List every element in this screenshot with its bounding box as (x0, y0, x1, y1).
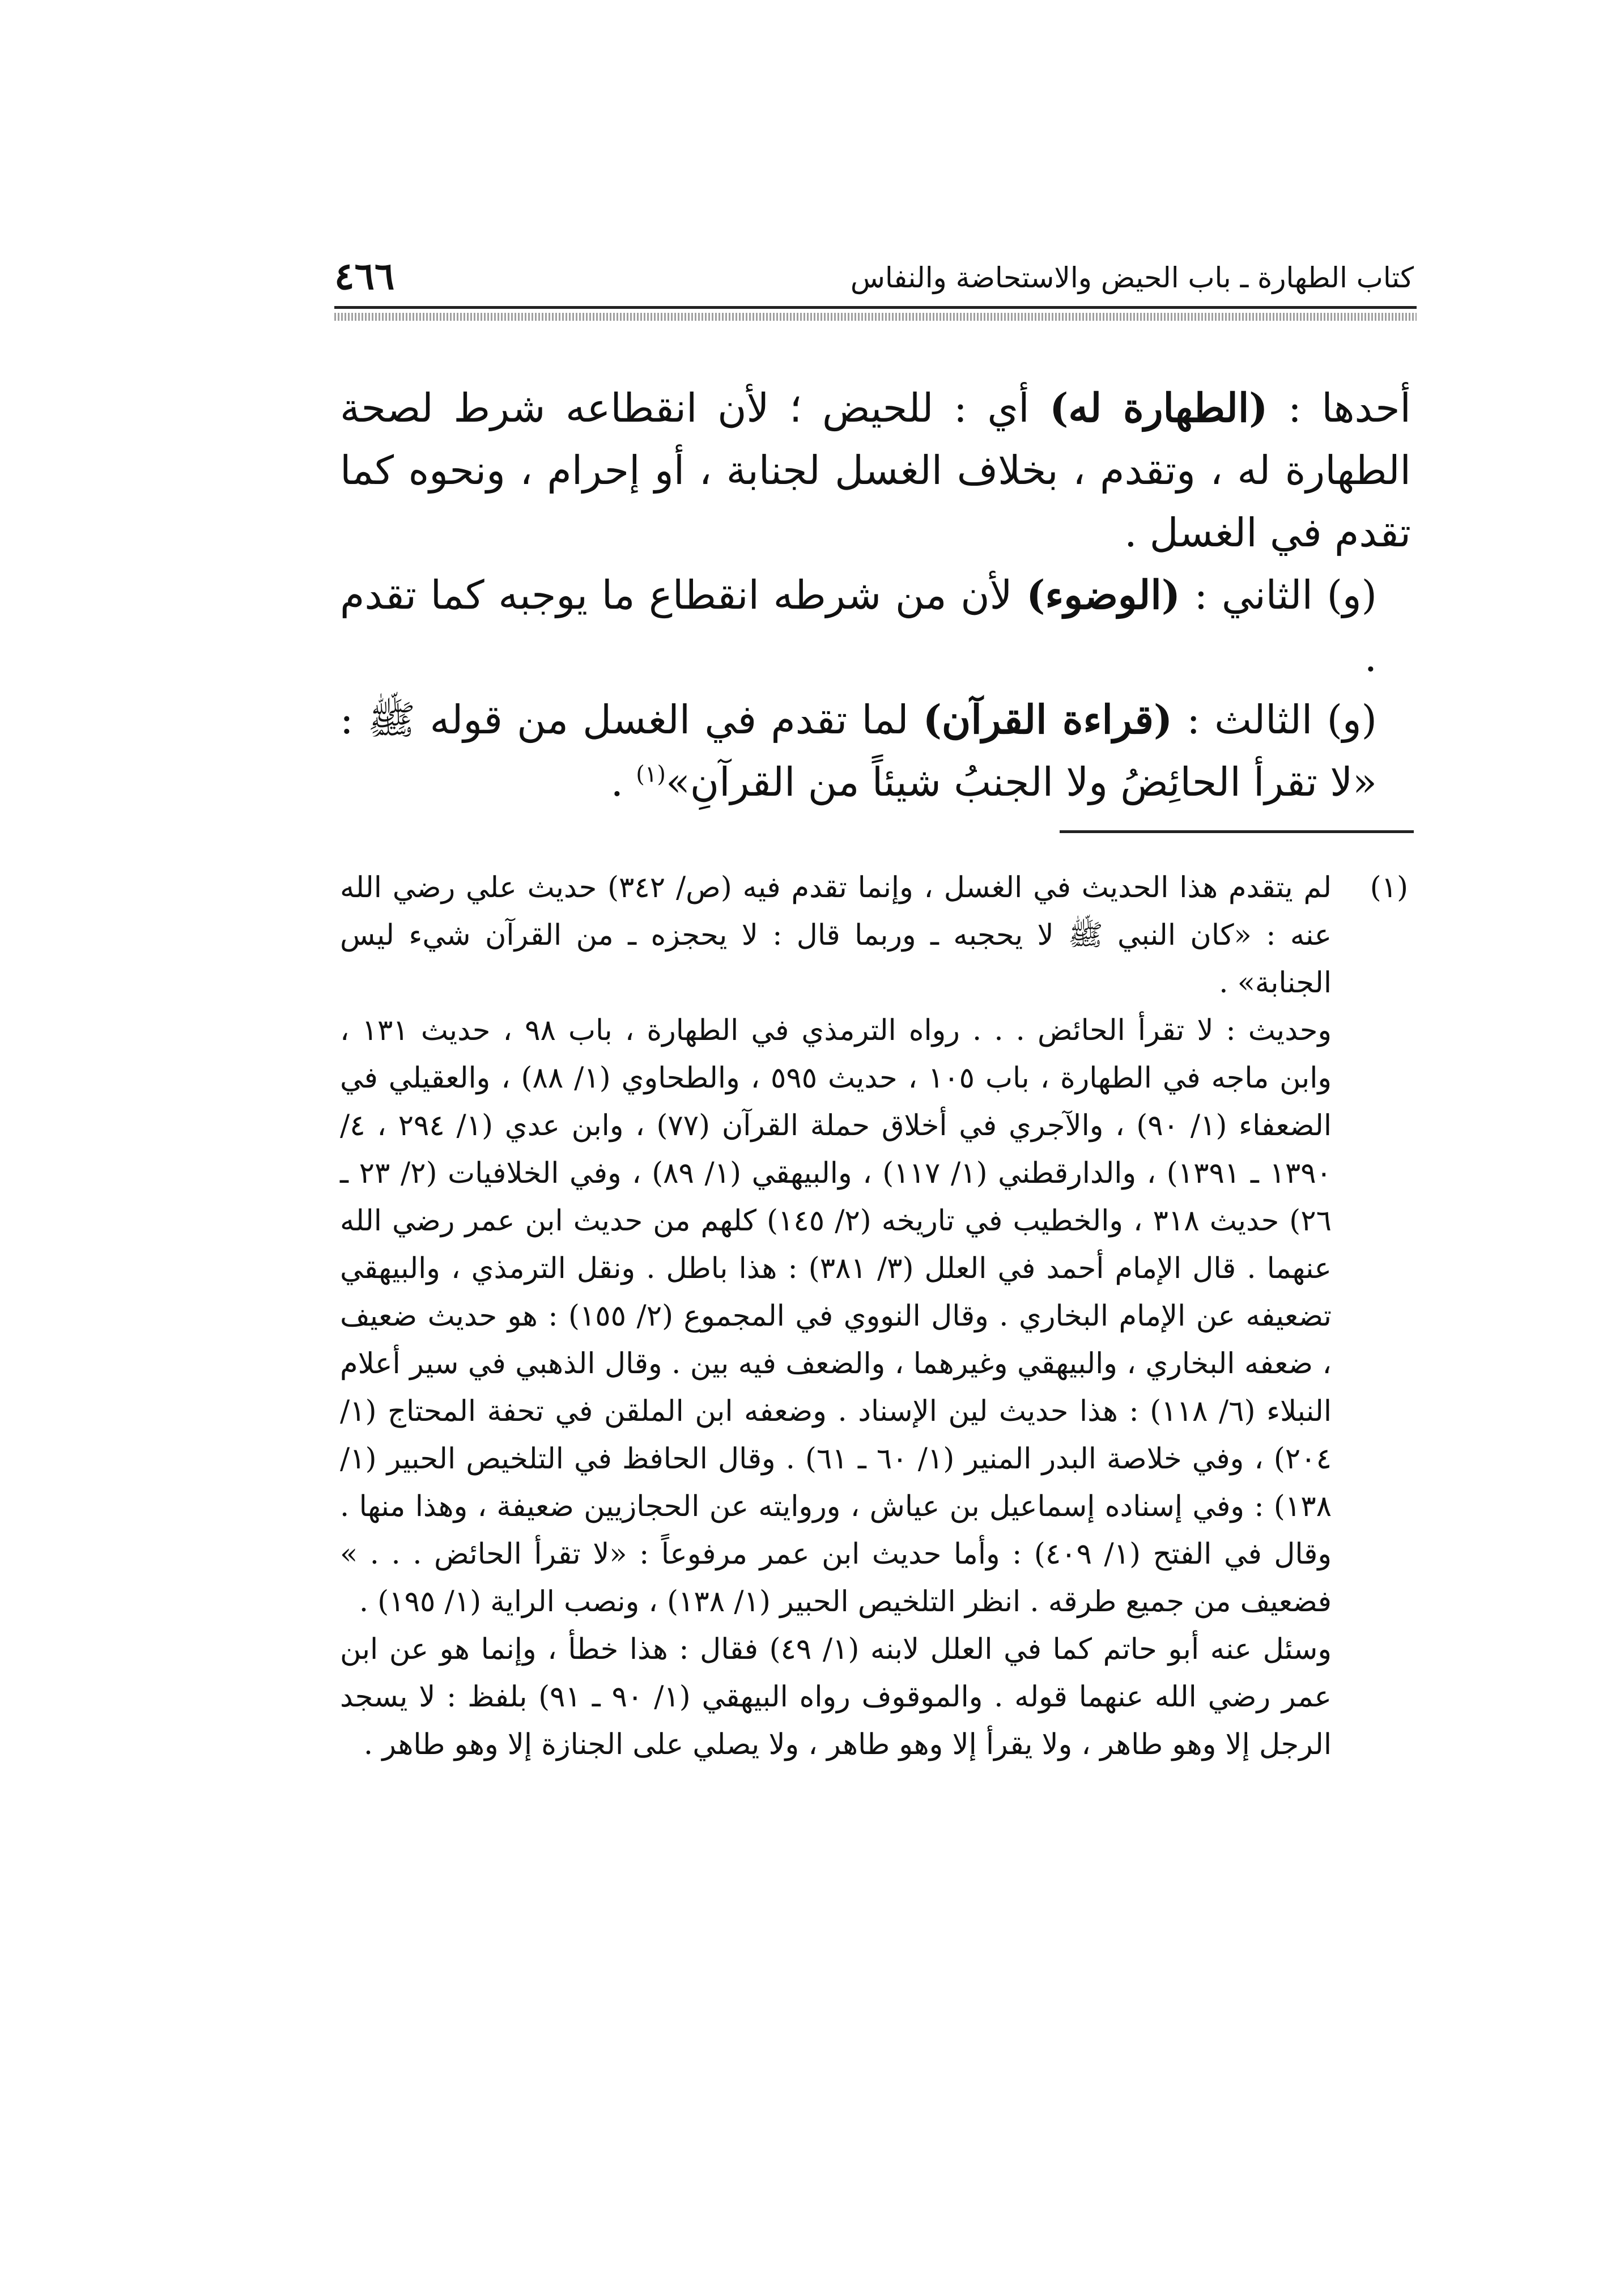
paragraph-prefix: (و) الثاني : (1180, 572, 1377, 618)
page-number: ٤٦٦ (334, 254, 395, 298)
running-title: كتاب الطهارة ـ باب الحيض والاستحاضة والنفاس (850, 261, 1414, 294)
main-paragraph (340, 689, 1411, 813)
paragraph-text: لما تقدم في الغسل من قوله ﷺ : «لا تقرأ الحائِضُ ولا الجنبُ شيئاً من القرآنِ» (340, 697, 1377, 805)
paragraph-prefix: أحدها : (1268, 385, 1411, 431)
bold-term: (قراءة القرآن) (922, 696, 1173, 743)
main-text (340, 377, 1411, 813)
paragraph-prefix: (و) الثالث : (1172, 697, 1377, 743)
bold-term: (الوضوء) (1026, 571, 1180, 618)
page-header (334, 254, 1414, 298)
paragraph-end: . (610, 759, 636, 805)
footnote-paragraph: وحديث : لا تقرأ الحائض . . . رواه الترمذي في الطهارة ، باب ٩٨ ، حديث ١٣١ ، وابن ماجه في الطهارة ، باب ١٠٥ ، حديث ٥٩٥ ، والطحاوي (١/ ٨٨) ، والعقيلي في الضعفاء (١/ ٩٠) ، والآجري في أخلاق حملة القرآن (٧٧) ، وابن عدي (١/ ٢٩٤ ، ٤/ ١٣٩٠ ـ ١٣٩١) ، والدارقطني (١/ ١١٧) ، والبيهقي (١/ ٨٩) ، وفي الخلافيات (٢/ ٢٣ ـ ٢٦) حديث ٣١٨ ، والخطيب في تاريخه (٢/ ١٤٥) كلهم من حديث ابن عمر رضي الله عنهما . قال الإمام أحمد في العلل (٣/ ٣٨١) : هذا باطل . ونقل الترمذي ، والبيهقي تضعيفه عن الإمام البخاري . وقال النووي في المجموع (٢/ ١٥٥) : هو حديث ضعيف ، ضعفه البخاري ، والبيهقي وغيرهما ، والضعف فيه بين . وقال الذهبي في سير أعلام النبلاء (٦/ ١١٨) : هذا حديث لين الإسناد . وضعفه ابن الملقن في تحفة المحتاج (١/ ٢٠٤) ، وفي خلاصة البدر المنير (١/ ٦٠ ـ ٦١) . وقال الحافظ في التلخيص الحبير (١/ ١٣٨) : وفي إسناده إسماعيل بن عياش ، وروايته عن الحجازيين ضعيفة ، وهذا منها . وقال في الفتح (١/ ٤٠٩) : وأما حديث ابن عمر مرفوعاً : «لا تقرأ الحائض . . . » فضعيف من جميع طرقه . انظر التلخيص الحبير (١/ ١٣٨) ، ونصب الراية (١/ ١٩٥) . (340, 1014, 1332, 1619)
footnote-paragraph: وسئل عنه أبو حاتم كما في العلل لابنه (١/ ٤٩) فقال : هذا خطأ ، وإنما هو عن ابن عمر رضي الله عنهما قوله . والموقوف رواه البيهقي (١/ ٩٠ ـ ٩١) بلفظ : لا يسجد الرجل إلا وهو طاهر ، ولا يقرأ إلا وهو طاهر ، ولا يصلي على الجنازة إلا وهو طاهر . (340, 1633, 1332, 1761)
footnote-number: (١) (1370, 871, 1408, 905)
footnotes (340, 864, 1408, 1769)
header-ornament-rule (334, 313, 1417, 321)
footnote-separator (1060, 830, 1414, 833)
paragraph-text: لأن من شرطه انقطاع ما يوجبه كما تقدم . (340, 572, 1377, 681)
main-paragraph (340, 377, 1411, 564)
main-paragraph (340, 564, 1411, 689)
bold-term: (الطهارة له) (1049, 384, 1268, 431)
footnote-body (340, 864, 1332, 1769)
paragraph-text: أي : للحيض ؛ لأن انقطاعه شرط لصحة الطهارة له ، وتقدم ، بخلاف الغسل لجنابة ، أو إحرام ، ونحوه كما تقدم في الغسل . (340, 385, 1411, 556)
footnote-paragraph: لم يتقدم هذا الحديث في الغسل ، وإنما تقدم فيه (ص/ ٣٤٢) حديث علي رضي الله عنه : «كان النبي ﷺ لا يحجبه ـ وربما قال : لا يحجزه ـ من القرآن شيء ليس الجنابة» . (340, 871, 1332, 1000)
header-rule (334, 306, 1417, 309)
footnote-reference[interactable]: (١) (636, 761, 666, 788)
